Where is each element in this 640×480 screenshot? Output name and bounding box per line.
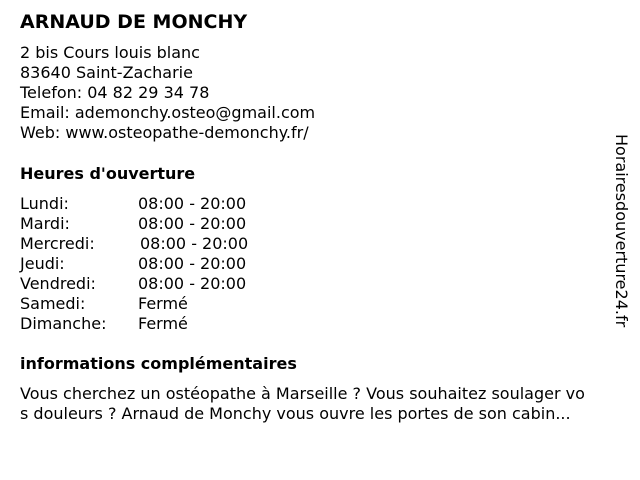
time-value: Fermé <box>138 294 188 313</box>
day-label: Mercredi: <box>20 234 95 253</box>
day-label: Samedi: <box>20 294 86 313</box>
info-heading: informations complémentaires <box>20 354 297 373</box>
day-label: Jeudi: <box>20 254 65 273</box>
address-line-2: 83640 Saint-Zacharie <box>20 63 193 82</box>
info-line-2: s douleurs ? Arnaud de Monchy vous ouvre les portes de son cabin... <box>20 404 571 423</box>
hours-heading: Heures d'ouverture <box>20 164 196 183</box>
time-value: 08:00 - 20:00 <box>138 194 247 213</box>
time-value: 08:00 - 20:00 <box>138 254 247 273</box>
time-value: Fermé <box>138 314 188 333</box>
phone-line: Telefon: 04 82 29 34 78 <box>20 83 210 102</box>
contact-block <box>20 43 315 143</box>
email-line: Email: ademonchy.osteo@gmail.com <box>20 103 316 122</box>
info-text <box>20 384 632 424</box>
day-label: Vendredi: <box>20 274 96 293</box>
time-value: 08:00 - 20:00 <box>140 234 249 253</box>
day-label: Mardi: <box>20 214 70 233</box>
web-line: Web: www.osteopathe-demonchy.fr/ <box>20 123 309 142</box>
day-label: Dimanche: <box>20 314 107 333</box>
time-value: 08:00 - 20:00 <box>138 214 247 233</box>
site-watermark: Horairesdouverture24.fr <box>612 134 631 328</box>
address-line-1: 2 bis Cours louis blanc <box>20 43 200 62</box>
info-line-1: Vous cherchez un ostéopathe à Marseille ? Vous souhaitez soulager vo <box>20 384 585 403</box>
time-value: 08:00 - 20:00 <box>138 274 247 293</box>
day-label: Lundi: <box>20 194 69 213</box>
business-name: ARNAUD DE MONCHY <box>20 11 248 33</box>
